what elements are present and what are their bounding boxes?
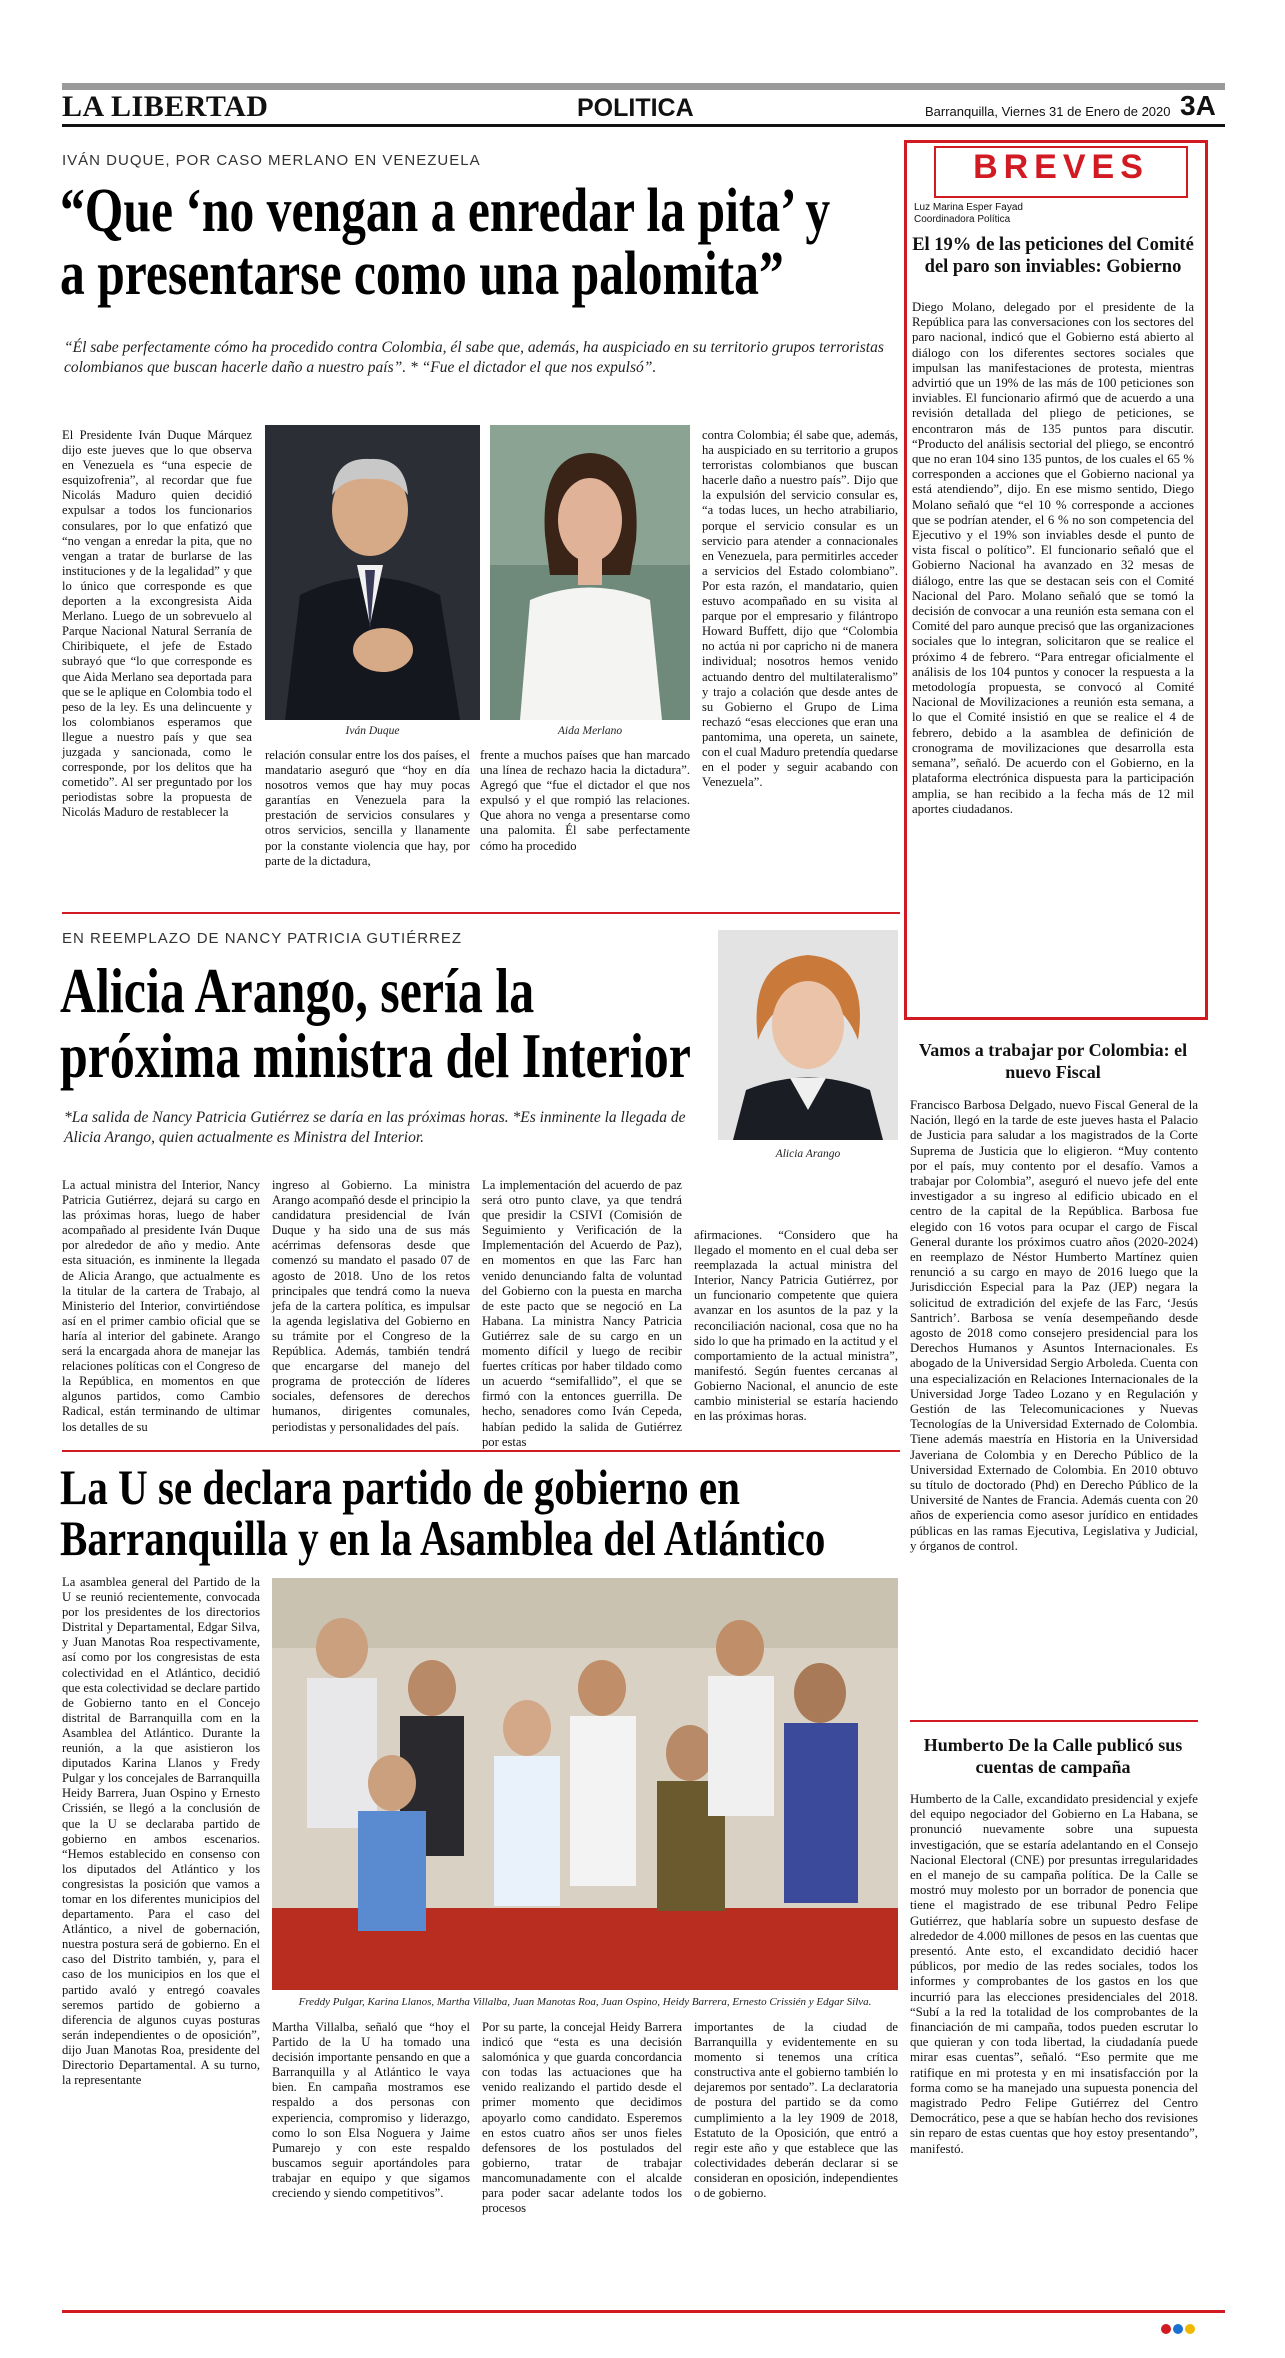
article2-col1 — [62, 1178, 260, 1440]
arango-caption: Alicia Arango — [775, 1148, 841, 1160]
delacalle-headline: Humberto De la Calle publicó sus cuentas de campaña — [923, 1735, 1183, 1777]
fiscal-body-text: Francisco Barbosa Delgado, nuevo Fiscal General de la Nación, llegó en la tarde de este jueves hasta el Palacio de Justicia para saludar a los magistrados de la Corte Suprema de Justicia que lo eligieron. “Muy contento por el país, muy contento por el desafío. Vamos a trabajar por Colombia”, aseguró el nuevo jefe del ente investigador a su ingreso al edificio ubicado en el centro de la capital de la República. Barbosa fue elegido con 16 votos para ocupar el cargo de Fiscal General durante los próximos cuatro años (2020-2024) en reemplazo de Néstor Humberto Martínez quien renunció a su cargo en mayo de 2016 luego que la Jurisdicción Especial para la Paz (JEP) negara la solicitud de extradición del exjefe de las Farc, ‘Jesús Santrich’. Barbosa se venía desempeñando desde agosto de 2018 como consejero presidencial para los Derechos Humanos y Asuntos Internacionales. Es abogado de la Universidad Sergio Arboleda. Cuenta con una especialización en Relaciones Internacionales de la Universidad Jorge Tadeo Lozano y en Regulación y Gestión de las Telecomunicaciones y Nuevas Tecnologías de la Universidad Externado de Colombia. Tiene además maestría en Historia en la Universidad Javeriana de Colombia y en Derecho Público de la Universidad Externado de Colombia. En 2010 obtuvo su título de doctorado (Phd) en Derecho Público de la Université de Nantes de Francia. Además cuenta con 20 años de experiencia como asesor jurídico en entidades públicas en las ramas Ejecutiva, Legislativa y Judicial, y órganos de control. — [910, 1098, 1198, 1553]
dateline: Barranquilla, Viernes 31 de Enero de 2020 — [925, 104, 1171, 119]
breves-author-name: Luz Marina Esper Fayad — [914, 202, 1023, 213]
duque-photo-illustration — [265, 425, 480, 720]
article2-headline — [60, 955, 720, 1092]
article3-col3 — [482, 2020, 682, 2302]
merlano-photo-illustration — [490, 425, 690, 720]
article3-headline-line1: La U se declara partido de gobierno en — [60, 1459, 740, 1515]
page-number: 3A — [1180, 90, 1216, 121]
article1-col4-text: contra Colombia; él sabe que, además, ha auspiciado en su territorio a grupos terroristas colombianos que buscan hacerle daño a nuestro país”. Dijo que la expulsión del servicio consular es, “a todas luces, un hecho atrabiliario, porque el servicio consular es un servicio para atender a connacionales en Venezuela, para permitirles acceder a servicios del Estado colombiano”. Por esta razón, el mandatario, quien estuvo acompañado en su visita al parque por el empresario y filántropo Howard Buffett, dijo que “Colombia no actúa ni por capricho ni de manera individual; nosotros hemos venido actuando dentro del multilateralismo” y trajo a colación que desde antes de su Gobierno el Grupo de Lima rechazó “esas elecciones que eran una pantomima, una opereta, un sainete, con el cual Maduro pretendía quedarse en el poder y seguir acabando con Venezuela”. — [702, 428, 898, 790]
article2-divider — [62, 1450, 900, 1452]
footer-rule — [62, 2310, 1225, 2313]
fiscal-headline: Vamos a trabajar por Colombia: el nuevo Fiscal — [918, 1040, 1188, 1082]
top-gray-band — [62, 83, 1225, 90]
article1-col1-text: El Presidente Iván Duque Márquez dijo este jueves que lo que observa en Venezuela es “una especie de esquizofrenia”, al recordar que fue Nicolás Maduro quien decidió expulsar a todos los funcionarios consulares, por lo que enfatizó que “no vengan a enredar la pita, que no vengan a tratar de burlarse de las instituciones y de la legalidad” y que lo único que corresponde es que deporten a la excongresista Aida Merlano. Luego de un sobrevuelo al Parque Nacional Natural Serranía de Chiribiquete, el jefe de Estado subrayó que “lo que corresponde es que Aida Merlano sea deportada para que se le aplique en Colombia todo el peso de la ley. Es una delincuente y los colombianos esperamos que llegue a nuestro país y que sea juzgada y sancionada, como le corresponde, por los delitos que ha cometido”. Al ser preguntado por los periodistas sobre la propuesta de Nicolás Maduro de restablecer la — [62, 428, 252, 820]
article1-col4 — [702, 428, 898, 900]
breves-headline: El 19% de las peticiones del Comité del paro son inviables: Gobierno — [912, 235, 1194, 278]
article1-headline — [60, 177, 900, 309]
article3-col1-text: La asamblea general del Partido de la U se reunió recientemente, convocada por los presidentes de los directorios Distrital y Departamental, Edgar Silva, y Juan Manotas Roa respectivamente, así como por los congresistas de esta colectividad en el Atlántico, decidió que esta colectividad se declare partido de Gobierno tanto en el Concejo distrital de Barranquilla com en la Asamblea del Atlántico. Durante la reunión, a la que asistieron los diputados Karina Llanos y Fredy Pulgar y los concejales de Barranquilla Heidy Barrera, Juan Ospino y Ernesto Crissién, se llegó a la conclusión de que la U se declaraba partido de gobierno en ambos escenarios. “Hemos establecido en consenso con los diputados del Atlántico y los congresistas la posición que vamos a tomar en los diferentes municipios del departamento. Para el caso del Atlántico, a nivel de gobernación, nuestra postura será de gobierno. En el caso del Distrito también, y, para el caso de los municipios en los que el partido avaló y entregó coavales seremos partido de gobierno a diferencia de algunos cuyas posturas serán independientes o de oposición”, dijo Juan Manotas Roa, presidente del Directorio Departamental. A su turno, la representante — [62, 1575, 260, 2088]
party-photo-caption: Freddy Pulgar, Karina Llanos, Martha Villalba, Juan Manotas Roa, Juan Ospino, Heidy Barrera, Ernesto Crissién y Edgar Silva. — [298, 1996, 872, 2008]
brand-logo-glyph — [1160, 2322, 1200, 2336]
article2-kicker: EN REEMPLAZO DE NANCY PATRICIA GUTIÉRREZ — [62, 930, 463, 947]
arango-photo — [718, 930, 898, 1140]
side-divider — [910, 1720, 1198, 1722]
breves-title-box — [934, 146, 1188, 198]
article3-col2-text: Martha Villalba, señaló que “hoy el Partido de la U ha tomado una decisión importante pensando en que a Barranquilla y al Atlántico le vaya bien. En campaña mostramos ese respaldo a dos personas con experiencia, compromiso y liderazgo, como lo son Elsa Noguera y Jaime Pumarejo y con este respaldo buscamos seguir aportándoles para trabajar en equipo y que sigamos creciendo y siendo competitivos”. — [272, 2020, 470, 2201]
breves-author — [914, 202, 1023, 226]
breves-title: BREVES — [973, 148, 1149, 186]
article3-col4-text: importantes de la ciudad de Barranquilla y evidentemente en su momento si tenemos una crítica constructiva ante el gobierno también lo dejaremos por sentado”. La declaratoria de postura del partido se da como cumplimiento a la ley 1909 de 2018, Estatuto de la Oposición, que entró a regir este año y que establece que las colectividades deberán declarar si se consideran en oposición, independientes o de gobierno. — [694, 2020, 898, 2201]
article1-col3 — [480, 748, 690, 900]
article2-col4 — [694, 1228, 898, 1440]
breves-body — [912, 300, 1194, 1006]
duque-photo — [265, 425, 480, 720]
article3-col3-text: Por su parte, la concejal Heidy Barrera indicó que “esta es una decisión salomónica y que guarda concordancia con todas las actuaciones que ha venido realizando el partido desde el primer momento que decidimos apoyarlo como candidato. Esperemos en estos cuatro años ser unos fieles defensores de los postulados del gobierno, tratar de trabajar mancomunadamente con el alcalde para poder sacar adelante todos los procesos — [482, 2020, 682, 2216]
article3-col2 — [272, 2020, 470, 2302]
merlano-caption: Aida Merlano — [557, 725, 623, 737]
article1-col2-text: relación consular entre los dos países, el mandatario aseguró que “hoy en día nosotros vemos que hay muy pocas garantías en Venezuela para la prestación de servicios consulares y otros servicios, sencilla y llanamente por la constante violencia que hay, por parte de la dictadura, — [265, 748, 470, 868]
article1-divider — [62, 912, 900, 914]
article1-col3-text: frente a muchos países que han marcado una línea de rechazo hacia la dictadura”. Agregó que “fue el dictador el que nos expulsó y el que rompió las relaciones. Que ahora no venga a presentarse como una palomita. Él sabe perfectamente cómo ha procedido — [480, 748, 690, 853]
article1-headline-line1: “Que ‘no vengan a enredar la pita’ y — [60, 177, 831, 245]
article1-kicker: IVÁN DUQUE, POR CASO MERLANO EN VENEZUELA — [62, 152, 481, 169]
article2-col4-text: afirmaciones. “Considero que ha llegado el momento en el cual deba ser reemplazada la actual ministra del Interior, Nancy Patricia Gutiérrez, por un funcionario competente que quiera avanzar en los asuntos de la paz y la reconciliación nacional, cosa que no ha sido lo que ha primado en la actitud y el comportamiento de la actual ministra”, manifestó. Según fuentes cercanas al Gobierno Nacional, el anuncio de este cambio ministerial se estaría haciendo en las próximas horas. — [694, 1228, 898, 1424]
article2-col2 — [272, 1178, 470, 1440]
merlano-photo — [490, 425, 690, 720]
breves-body-text: Diego Molano, delegado por el presidente de la República para las conversaciones con los sectores del paro nacional, indicó que el Gobierno está abierto al diálogo con los diferentes sectores sociales que impulsan las manifestaciones de protesta, mientras advirtió que un 19% de las más de 100 peticiones son inviables. El funcionario afirmó que de acuerdo a una revisión detallada del pliego de peticiones, se encontraron más de 135 puntos para discutir. “Producto del análisis sectorial del pliego, se encontró que no eran 104 sino 135 puntos, de los cuales el 65 % corresponden a acciones que el Gobierno nacional ya está atendiendo”, dijo. En ese mismo sentido, Diego Molano señaló que “el 10 % corresponde a acciones que se podrían atender, el 6 % no son competencia del Ejecutivo y el 19% son inviables desde el punto de vista fiscal o político”. El funcionario señaló que el Gobierno Nacional ha avanzado en 32 mesas de diálogo, entre las que se destacan seis con el Comité Nacional del Paro. Molano señaló que se tomó la decisión de convocar a una reunión esta semana con el Comité del paro aunque precisó que las organizaciones sociales que lo integran, solicitaron que se realice el próximo 4 de febrero. “Para entregar oficialmente el análisis de los 104 puntos y conocer la respuesta a la metodología propuesta, se convocó al Comité Nacional de Movilizaciones a reunión esta semana, a lo que el Comité insistió en que se realice el 4 de febrero, debido a la asamblea de definición de cronograma de movilizaciones que desarrolla esta semana”, señaló. De acuerdo con el Gobierno, en la plataforma electrónica dispuesta para la participación amplia, se han recibido a la fecha más de 12 mil aportes ciudadanos. — [912, 300, 1194, 816]
delacalle-body-text: Humberto de la Calle, excandidato presidencial y exjefe del equipo negociador del Gobierno en La Habana, se pronunció nuevamente sobre una supuesta investigación, que se estaría adelantando en el Consejo Nacional Electoral (CNE) por presuntas irregularidades en el manejo de su campaña política. De la Calle se mostró muy molesto por un borrador de ponencia que tiene el magistrado de ese tribunal Pedro Felipe Gutiérrez, que hablaría sobre un supuesto desfase de alrededor de 4.000 millones de pesos en las cuentas que presentó. Ante esto, el excandidato decidió hacer públicos, por medio de las redes sociales, todos los informes y comprobantes de los gastos en los que incurrió para las elecciones presidenciales del 2018. “Subí a la red la totalidad de los comprobantes de la financiación de mi campaña, todos pueden escrutar lo que quieran y con toda libertad, la ciudadanía puede mirar esas cuentas”, señaló. “Eso permite que me ratifique en mi protesta y en mi insatisfacción por la forma como se ha manejado una supuesta ponencia del magistrado Pedro Felipe Gutiérrez del Centro Democrático, pese a que se habían hecho dos revisiones sin reparo de estas cuentas que hoy estoy presentando”, manifestó. — [910, 1792, 1198, 2156]
article1-lead: “Él sabe perfectamente cómo ha procedido contra Colombia, él sabe que, además, ha auspiciado en su territorio grupos terroristas colombianos que buscan hacerle daño a nuestro país”. * “Fue el dictador el que nos expulsó”. — [64, 339, 884, 377]
article2-headline-line2: próxima ministra del Interior — [60, 1020, 691, 1092]
article2-headline-line1: Alicia Arango, sería la — [60, 955, 535, 1026]
article2-lead: *La salida de Nancy Patricia Gutiérrez se daría en las próximas horas. *Es inminente la llegada de Alicia Arango, quien actualmente es Ministra del Interior. — [64, 1109, 686, 1147]
breves-author-role: Coordinadora Política — [914, 214, 1011, 225]
article2-col3 — [482, 1178, 682, 1449]
article2-col2-text: ingreso al Gobierno. La ministra Arango acompañó desde el principio la candidatura presidencial de Iván Duque y ha sido una de sus más acérrimas defensoras desde que comenzó su mandato el pasado 07 de agosto de 2018. Uno de los retos principales que tendrá como la nueva jefa de la cartera política, es impulsar la agenda legislativa del Gobierno en su trámite por el Congreso de la República. Además, también tendrá que encargarse del manejo del programa de protección de líderes sociales, defensores de derechos humanos, dirigentes comunales, periodistas y personalidades del país. — [272, 1178, 470, 1434]
section-title: POLITICA — [577, 94, 694, 122]
article3-col1 — [62, 1575, 260, 2300]
party-group-photo-illustration — [272, 1578, 898, 1990]
article3-col4 — [694, 2020, 898, 2302]
article2-col1-text: La actual ministra del Interior, Nancy Patricia Gutiérrez, dejará su cargo en las próximas horas, luego de haber acompañado al presidente Iván Duque por alrededor de año y medio. Ante esta situación, es inminente la llegada de Alicia Arango, que actualmente es la titular de la cartera de Trabajo, al Ministerio del Interior, convirtiéndose así en el primer cambio oficial que se haría al interior del gabinete. Arango será la encargada ahora de manejar las relaciones políticas con el Congreso de la República, en momentos en que algunos partidos, como Cambio Radical, están terminando de ultimar los detalles de su — [62, 1178, 260, 1434]
article1-headline-line2: a presentarse como una palomita” — [60, 240, 784, 309]
article1-col1 — [62, 428, 252, 900]
party-group-photo — [272, 1578, 898, 1990]
arango-photo-illustration — [718, 930, 898, 1140]
header-rule — [62, 124, 1225, 127]
duque-caption: Iván Duque — [345, 725, 400, 737]
brand-logo-icon — [1160, 2322, 1200, 2336]
article2-col3-text: La implementación del acuerdo de paz será otro punto clave, ya que tendrá que presidir la CSIVI (Comisión de Seguimiento y Verificación de la Implementación del Acuerdo de Paz), en momentos en que las Farc han venido denunciando falta de voluntad del Gobierno con la puesta en marcha de este pacto que se negoció en La Habana. La ministra Nancy Patricia Gutiérrez sale de su cargo en un momento difícil y luego de recibir fuertes críticas por haber tildado como un acuerdo “semifallido”, el que se firmó con la entonces guerrilla. De hecho, senadores como Iván Cepeda, habían pedido la salida de Gutiérrez por estas — [482, 1178, 682, 1449]
fiscal-body — [910, 1098, 1198, 1710]
masthead: LA LIBERTAD — [62, 90, 269, 123]
article3-headline-line2: Barranquilla y en la Asamblea del Atlántico — [60, 1510, 826, 1566]
article1-col2 — [265, 748, 470, 900]
article3-headline — [60, 1459, 900, 1566]
delacalle-body — [910, 1792, 1198, 2302]
